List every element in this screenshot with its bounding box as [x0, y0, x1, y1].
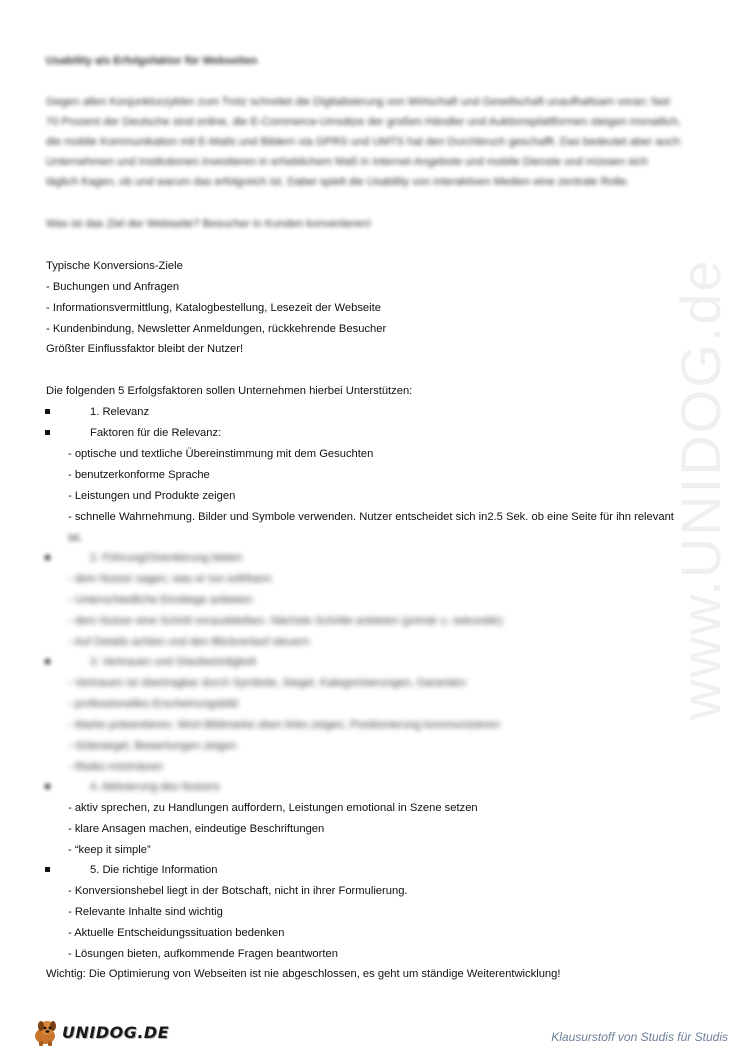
factor-3-item: - Marke präsentieren. Wort-Bildmarke oben links zeigen, Positionierung kommunizieren — [68, 719, 500, 731]
document-title: Usability als Erfolgsfaktor für Webseiten — [46, 55, 258, 67]
factor-3-item: - professionelles Erscheinungsbild — [68, 698, 238, 710]
goals-heading: Typische Konversions-Ziele — [46, 260, 183, 272]
watermark: www.UNIDOG.de — [669, 258, 732, 720]
factor-2-item: - dem Nutzer eine Schritt vorausbleiben. Nächste Schritte anbieten (primär u. sekundär) — [68, 615, 503, 627]
factor-4-item: - klare Ansagen machen, eindeutige Beschriftungen — [68, 823, 325, 835]
factor-4-item: - “keep it simple” — [68, 844, 151, 856]
factor-2-item: - Auf Details achten und den Blickverlauf steuern — [68, 636, 310, 648]
bullet-icon — [45, 409, 50, 414]
bullet-icon — [45, 555, 50, 560]
factor-2-item: - dem Nutzer sagen, was er tun soll/kann — [68, 573, 272, 585]
factor-3-item: - Gütesiegel, Bewertungen zeigen — [68, 740, 237, 752]
closing-note: Wichtig: Die Optimierung von Webseiten ist nie abgeschlossen, es geht um ständige Weiterentwicklung! — [46, 968, 561, 980]
intro-line-5: täglich fragen, ob und warum das erfolgreich ist. Dabei spielt die Usability von interaktiven Medien eine zentrale Rolle. — [46, 176, 630, 188]
bullet-icon — [45, 659, 50, 664]
factor-4-item: - aktiv sprechen, zu Handlungen auffordern, Leistungen emotional in Szene setzen — [68, 802, 478, 814]
intro-line-4: Unternehmen und Institutionen investieren in erheblichem Maß in Internet-Angebote und mobile Dienste und müssen sich — [46, 156, 648, 168]
factor-3-title: 3. Vertrauen und Glaubwürdigkeit — [90, 656, 257, 668]
bullet-icon — [45, 867, 50, 872]
bullet-icon — [45, 784, 50, 789]
factor-5-item: - Aktuelle Entscheidungssituation bedenken — [68, 927, 285, 939]
factors-intro: Die folgenden 5 Erfolgsfaktoren sollen Unternehmen hierbei Unterstützen: — [46, 385, 413, 397]
goals-conclusion: Größter Einflussfaktor bleibt der Nutzer! — [46, 343, 244, 355]
factor-1-title: 1. Relevanz — [90, 406, 150, 418]
intro-line-2: 70 Prozent der Deutsche sind online, die E-Commerce-Umsätze der großen Händler und Auktionsplattformen steigen monatlich, — [46, 116, 681, 128]
dog-mascot-icon — [30, 1017, 60, 1047]
unidog-logo[interactable] — [30, 1016, 169, 1048]
goal-item: - Buchungen und Anfragen — [46, 281, 180, 293]
intro-line-1: Gegen allen Konjunkturzyklen zum Trotz schreitet die Digitalisierung von Wirtschaft und Gesellschaft unaufhaltsam voran: fast — [46, 96, 670, 108]
bullet-icon — [45, 430, 50, 435]
factor-5-item: - Lösungen bieten, aufkommende Fragen beantworten — [68, 948, 338, 960]
factor-5-title: 5. Die richtige Information — [90, 864, 218, 876]
factor-1-item: - schnelle Wahrnehmung. Bilder und Symbole verwenden. Nutzer entscheidet sich in2.5 Sek. ob eine Seite für ihn relevant — [68, 511, 674, 523]
factor-3-item: - Risiko minimieren — [68, 761, 164, 773]
intro-line-3: die mobile Kommunikation mit E-Mails und Bildern via GPRS und UMTS hat den Durchbruch geschafft. Das bedeutet aber auch: — [46, 136, 683, 148]
factor-3-item: - Vertrauen ist übertragbar durch Symbole, Siegel, Kategorisierungen, Garantien — [68, 677, 467, 689]
factor-1-subtitle: Faktoren für die Relevanz: — [90, 427, 222, 439]
goal-item: - Informationsvermittlung, Katalogbestellung, Lesezeit der Webseite — [46, 302, 381, 314]
goal-item: - Kundenbindung, Newsletter Anmeldungen, rückkehrende Besucher — [46, 323, 387, 335]
factor-1-item: - benutzerkonforme Sprache — [68, 469, 210, 481]
footer-tagline: Klausurstoff von Studis für Studis — [551, 1030, 728, 1044]
logo-text: UNIDOG.DE — [62, 1022, 170, 1042]
factor-2-title: 2. Führung/Orientierung bieten — [90, 552, 243, 564]
factor-2-item: - Unterschiedliche Einstiege anbieten — [68, 594, 253, 606]
goal-question: Was ist das Ziel der Webseite? Besucher in Kunden konvertieren! — [46, 218, 372, 230]
factor-1-item: ist. — [68, 532, 83, 544]
factor-4-title: 4. Aktivierung des Nutzers — [90, 781, 220, 793]
factor-5-item: - Relevante Inhalte sind wichtig — [68, 906, 223, 918]
factor-1-item: - Leistungen und Produkte zeigen — [68, 490, 236, 502]
factor-1-item: - optische und textliche Übereinstimmung mit dem Gesuchten — [68, 448, 374, 460]
factor-5-item: - Konversionshebel liegt in der Botschaft, nicht in ihrer Formulierung. — [68, 885, 408, 897]
